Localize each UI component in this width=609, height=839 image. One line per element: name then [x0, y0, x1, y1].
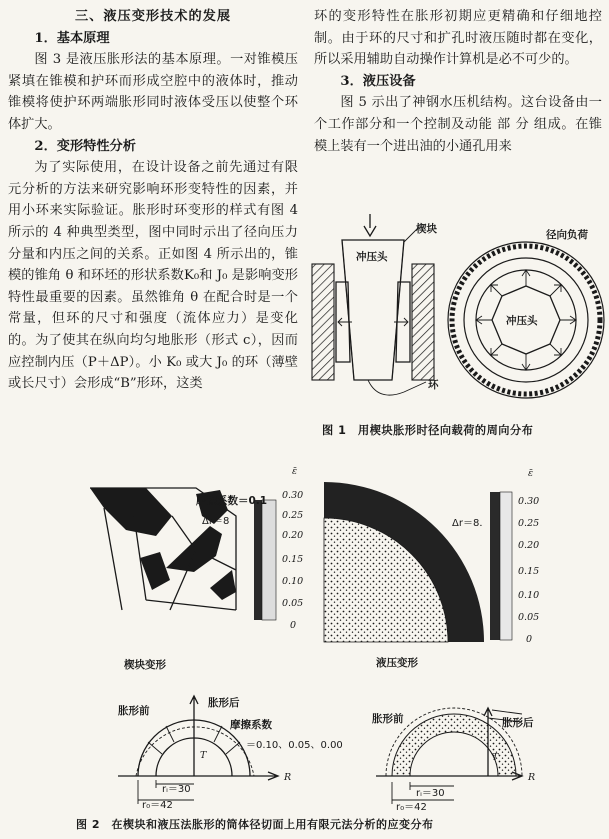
after-label-right: 胀形后 — [502, 717, 534, 729]
svg-text:0.15: 0.15 — [518, 566, 540, 577]
subheading-hydraulic-equipment: 3．液压设备 — [340, 73, 416, 89]
paragraph-hydraulic-equipment: 图 5 示出了神钢水压机结构。这台设备由一个工作部分和一个控制及动能 部 分 组成。在锥模上装有一个进出油的小通孔用来 — [314, 95, 602, 154]
svg-text:0: 0 — [290, 620, 297, 631]
left-strain-scale-bar — [254, 500, 262, 620]
paragraph-basic-principle: 图 3 是液压胀形法的基本原理。一对锥模压紧填在锥模和护环而形成空腔中的液体时，推动锥模将使护环两端胀形同时液体受压以使整个环体扩大。 — [8, 52, 298, 132]
left-text-column — [8, 6, 298, 395]
left-die-wall — [312, 264, 334, 380]
down-arrow-icon — [364, 214, 376, 236]
t-axis-label-left: T — [200, 750, 207, 761]
radial-load-label: 径向负荷 — [546, 229, 588, 241]
svg-text:0.30: 0.30 — [518, 496, 540, 507]
subheading-basic-principle: 1．基本原理 — [34, 30, 110, 46]
paragraph-continued: 环的变形特性在胀形初期应更精确和仔细地控制。由于环的尺寸和扩孔时液压随时都在变化，所以采用辅助自动操作计算机是必不可少的。 — [314, 9, 602, 68]
radial-load-plan-view — [448, 228, 604, 398]
left-panel-title: 楔块变形 — [124, 659, 166, 670]
right-scale-symbol: ε̄ — [528, 468, 534, 479]
before-label-right: 胀形前 — [372, 713, 404, 725]
figure-2-wedge-cross-section — [108, 692, 356, 810]
svg-text:0.20: 0.20 — [282, 530, 304, 541]
ring-section-fill — [392, 714, 516, 776]
svg-text:0: 0 — [526, 634, 533, 645]
after-label-left: 胀形后 — [208, 697, 240, 709]
punch-label-left: 冲压头 — [356, 251, 388, 263]
left-friction-label: 摩擦系数＝0.1 — [196, 495, 268, 507]
ro-label-left: r₀＝42 — [142, 800, 173, 810]
paragraph-deformation-analysis: 为了实际使用，在设计设备之前先通过有限元分析的方法来研究影响环形变特性的因素，并用小环来实际验证。胀形时环变形的样式有图 4 所示的 4 种典型类型，图中同时示出了径向压力分量和内压之间的关系。正如图 4 所示出的，锥模的锥角 θ 和环坯的形状系数K₀和 J₀ 是影响变形特性最重要的因素。虽然锥角 θ 在配合时是一个常量，但环的尺寸和强度（流体应力）是变化的。为了使其在纵向均匀地胀形（形式 c），因而应控制内压（P＋ΔP）。小 K₀ 或大 J₀ 的环（薄壁或长尺寸）会形成“B”形环，这类 — [8, 160, 298, 392]
svg-text:0.25: 0.25 — [518, 518, 540, 529]
punch-label-right: 冲压头 — [506, 315, 538, 327]
ri-label-left: rᵢ＝30 — [162, 784, 191, 795]
left-delta-r: Δr＝8 — [202, 516, 230, 527]
r-axis-arrow-icon — [118, 772, 278, 780]
r-axis-label-right: R — [528, 772, 536, 783]
svg-text:0.30: 0.30 — [282, 490, 304, 501]
figure-2-wedge-strain-map — [86, 460, 318, 670]
right-scale-ticks — [518, 496, 539, 645]
ro-label-right: r₀＝42 — [396, 802, 427, 812]
left-scale-symbol: ε̄ — [292, 466, 298, 477]
ri-label-right: rᵢ＝30 — [416, 788, 445, 799]
friction-values: ＝0.10、0.05、0.00 — [246, 740, 343, 751]
right-strain-scale-bar — [490, 492, 500, 640]
right-delta-r: Δr＝8． — [452, 518, 490, 529]
svg-text:0.25: 0.25 — [282, 510, 304, 521]
svg-text:0.15: 0.15 — [282, 554, 304, 565]
figure-2-caption: 图 2 在楔块和液压法胀形的筒体径切面上用有限元法分析的应变分布 — [76, 818, 434, 831]
svg-text:0.10: 0.10 — [518, 590, 540, 601]
r-axis-label-left: R — [284, 772, 292, 783]
t-axis-label-right: T — [492, 752, 499, 763]
svg-text:0.10: 0.10 — [282, 576, 304, 587]
svg-text:0.05: 0.05 — [518, 612, 540, 623]
svg-text:0.20: 0.20 — [518, 540, 540, 551]
wedge-label: 楔块 — [416, 223, 437, 235]
figure-1-caption: 图 1 用楔块胀形时径向载荷的周向分布 — [322, 424, 534, 437]
right-text-column — [314, 6, 602, 157]
ring-leader-line — [368, 380, 426, 395]
friction-label-bottom: 摩擦系数 — [230, 719, 272, 731]
before-label-left: 胀形前 — [118, 705, 150, 717]
wedge-press-cross-section — [312, 214, 439, 395]
right-panel-title: 液压变形 — [376, 657, 418, 669]
right-die-wall — [412, 264, 434, 380]
left-scale-ticks — [282, 490, 303, 631]
subheading-deformation-analysis: 2．变形特性分析 — [34, 138, 136, 154]
t-axis-arrow-icon — [190, 696, 198, 776]
section-title: 三、液压变形技术的发展 — [74, 9, 232, 24]
svg-text:0.05: 0.05 — [282, 598, 304, 609]
figure-1-diagram — [308, 212, 608, 420]
figure-2-hydraulic-cross-section — [372, 700, 582, 812]
ring-label: 环 — [428, 379, 439, 391]
figure-2-hydraulic-strain-map — [318, 466, 598, 676]
